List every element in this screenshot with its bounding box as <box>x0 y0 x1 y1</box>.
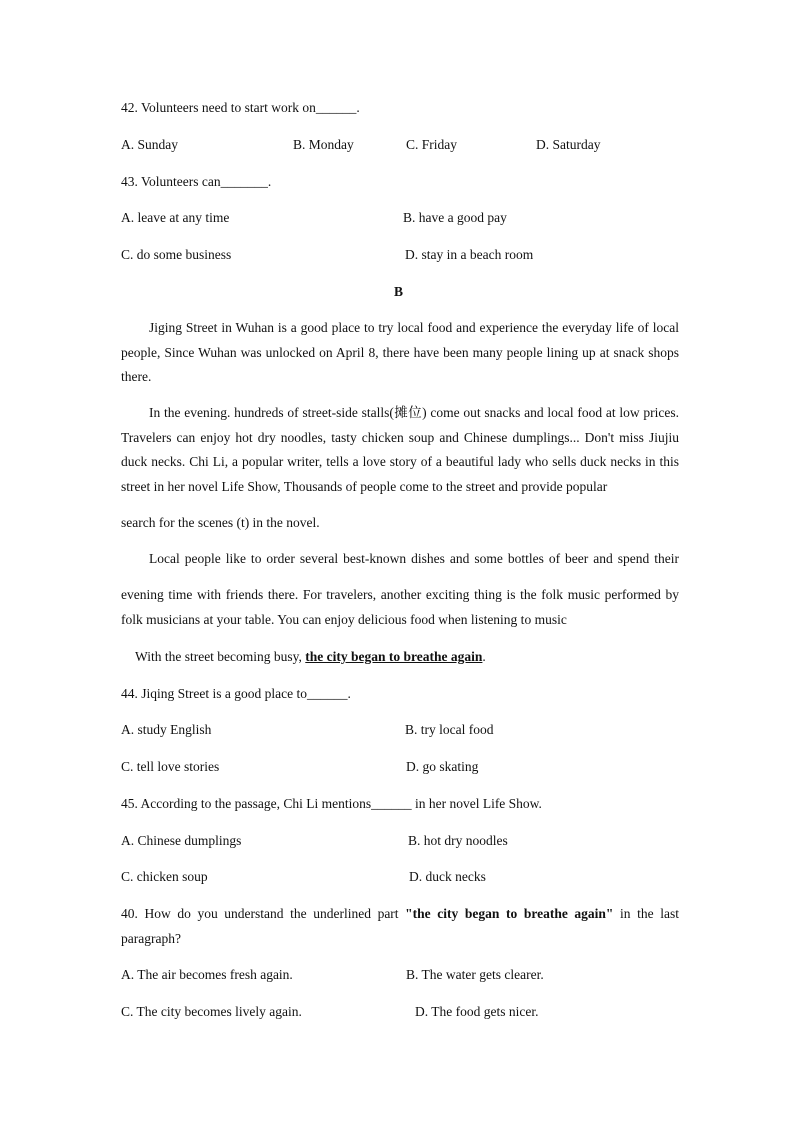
q43-option-c: C. do some business <box>121 247 232 262</box>
q40-option-a: A. The air becomes fresh again. <box>121 967 293 982</box>
passage-paragraph-4-suffix: . <box>482 649 486 664</box>
q42-stem: 42. Volunteers need to start work on______. <box>121 100 360 115</box>
q40-stem-suffix: in the last paragraph? <box>121 906 679 946</box>
passage-paragraph-2-continued: search for the scenes (t) in the novel. <box>121 515 320 530</box>
section-label: B <box>394 284 404 299</box>
q45-option-a: A. Chinese dumplings <box>121 833 242 848</box>
passage-paragraph-3: Local people like to order several best-known dishes and some bottles of beer and spend their <box>149 551 679 566</box>
passage-paragraph-2: In the evening. hundreds of street-side stalls(摊位) come out snacks and local food at low prices. Travelers can enjoy hot dry noodles, tasty chicken soup and Chinese dumplings... Don't miss Jiujiu duck necks. Chi Li, a popular writer, tells a love story of a beautiful lady who sells duck necks in this street in her novel Life Show, Thousands of people come to the street and provide popular <box>121 405 679 494</box>
q40-stem-prefix: 40. How do you understand the underlined part <box>121 906 406 921</box>
passage-paragraph-1: Jiging Street in Wuhan is a good place to try local food and experience the everyday life of local people, Since Wuhan was unlocked on April 8, there have been many people lining up at snack shops there. <box>121 320 679 384</box>
q43-option-a: A. leave at any time <box>121 210 230 225</box>
q40-option-d: D. The food gets nicer. <box>415 1004 539 1019</box>
q42-option-a: A. Sunday <box>121 137 178 152</box>
passage-paragraph-4 <box>135 648 486 666</box>
q44-option-a: A. study English <box>121 722 212 737</box>
q40-option-c: C. The city becomes lively again. <box>121 1004 302 1019</box>
passage-paragraph-4-prefix: With the street becoming busy, <box>135 649 306 664</box>
q43-option-b: B. have a good pay <box>403 210 507 225</box>
q43-option-d: D. stay in a beach room <box>405 247 534 262</box>
q45-option-b: B. hot dry noodles <box>408 833 508 848</box>
q44-option-c: C. tell love stories <box>121 759 220 774</box>
q40-option-b: B. The water gets clearer. <box>406 967 544 982</box>
q40-stem-bold: "the city began to breathe again" <box>405 906 614 921</box>
q45-option-c: C. chicken soup <box>121 869 208 884</box>
q45-option-d: D. duck necks <box>409 869 486 884</box>
q42-option-d: D. Saturday <box>536 137 601 152</box>
q44-option-b: B. try local food <box>405 722 494 737</box>
q45-stem: 45. According to the passage, Chi Li mentions______ in her novel Life Show. <box>121 796 542 811</box>
q40-stem <box>121 902 679 951</box>
q44-option-d: D. go skating <box>406 759 479 774</box>
passage-paragraph-3-continued: evening time with friends there. For travelers, another exciting thing is the folk music performed by folk musicians at your table. You can enjoy delicious food when listening to music <box>121 587 679 627</box>
q44-stem: 44. Jiqing Street is a good place to______. <box>121 686 351 701</box>
underlined-phrase: the city began to breathe again <box>305 649 483 664</box>
q43-stem: 43. Volunteers can_______. <box>121 174 272 189</box>
q42-option-c: C. Friday <box>406 137 458 152</box>
q42-option-b: B. Monday <box>293 137 354 152</box>
